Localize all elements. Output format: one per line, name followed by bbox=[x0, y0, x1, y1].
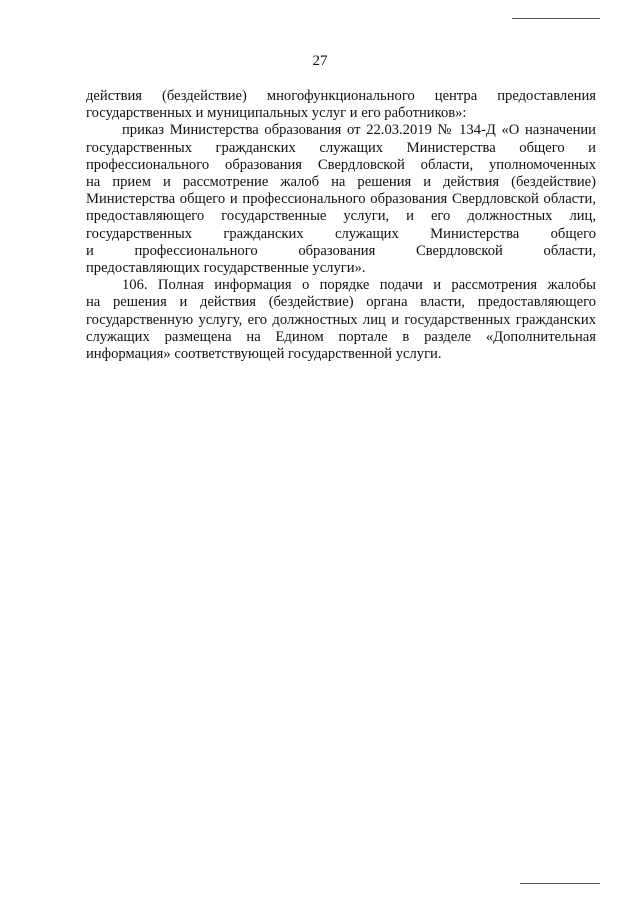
document-body bbox=[86, 88, 596, 363]
text-line: государственных гражданских служащих Министерства общего и bbox=[86, 139, 596, 156]
text-line: приказ Министерства образования от 22.03.2019 № 134-Д «О назначении bbox=[122, 122, 596, 139]
text-line: и профессионального образования Свердловской области, bbox=[86, 242, 596, 259]
text-line: служащих размещена на Едином портале в разделе «Дополнительная bbox=[86, 328, 596, 345]
text-line: на прием и рассмотрение жалоб на решения и действия (бездействие) bbox=[86, 174, 596, 191]
text-line: 106. Полная информация о порядке подачи и рассмотрения жалобы bbox=[122, 277, 596, 294]
text-line: действия (бездействие) многофункционального центра предоставления bbox=[86, 88, 596, 104]
text-line: информация» соответствующей государственной услуги. bbox=[86, 346, 442, 363]
text-line: профессионального образования Свердловской области, уполномоченных bbox=[86, 156, 596, 173]
text-line: государственную услугу, его должностных лиц и государственных гражданских bbox=[86, 311, 596, 328]
text-line: предоставляющих государственные услуги». bbox=[86, 260, 366, 277]
scan-line-bottom bbox=[520, 883, 600, 884]
scan-line-top bbox=[512, 18, 600, 19]
text-line: предоставляющего государственные услуги, и его должностных лиц, bbox=[86, 208, 596, 225]
text-line: государственных и муниципальных услуг и его работников»: bbox=[86, 105, 467, 122]
text-line: Министерства общего и профессионального образования Свердловской области, bbox=[86, 191, 596, 208]
page-number: 27 bbox=[312, 53, 328, 69]
text-line: на решения и действия (бездействие) органа власти, предоставляющего bbox=[86, 294, 596, 311]
text-line: государственных гражданских служащих Министерства общего bbox=[86, 225, 596, 242]
